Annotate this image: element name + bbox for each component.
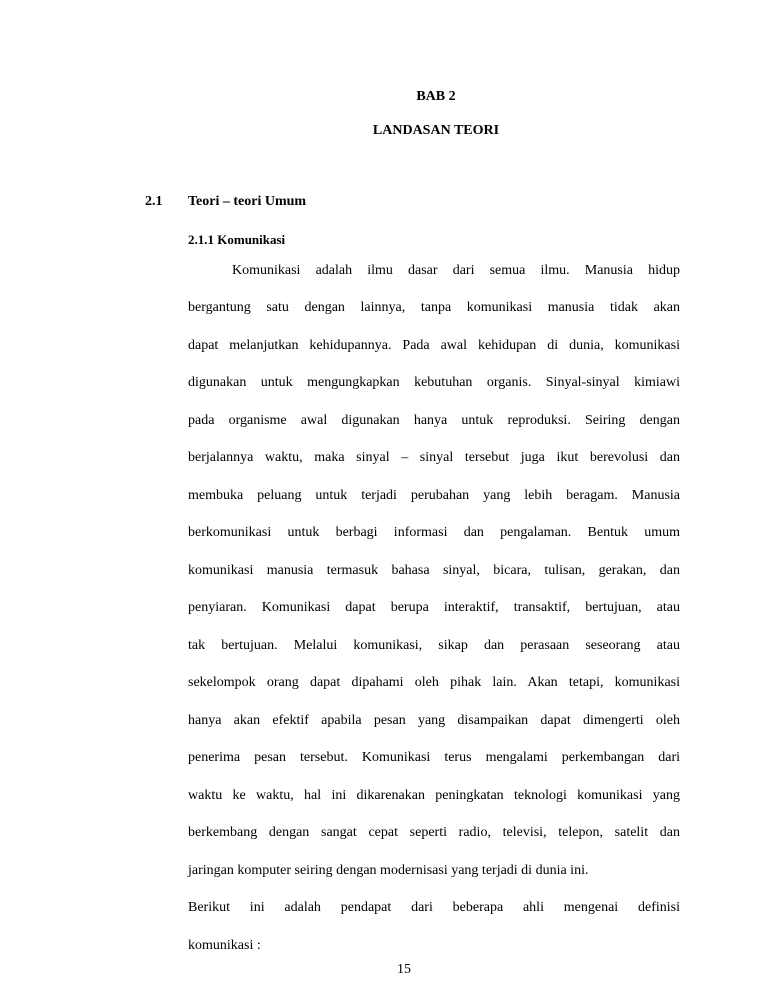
body-line: sekelompok orang dapat dipahami oleh pihak lain. Akan tetapi, komunikasi [188, 675, 680, 690]
body-line: berkembang dengan sangat cepat seperti radio, televisi, telepon, satelit dan [188, 825, 680, 840]
body-line: dapat melanjutkan kehidupannya. Pada awal kehidupan di dunia, komunikasi [188, 338, 680, 353]
body-line: hanya akan efektif apabila pesan yang disampaikan dapat dimengerti oleh [188, 713, 680, 728]
body-line: Berikut ini adalah pendapat dari beberapa ahli mengenai definisi [188, 900, 680, 915]
chapter-title: LANDASAN TEORI [372, 123, 500, 138]
section-title: Teori – teori Umum [188, 194, 307, 209]
body-line: komunikasi : [188, 938, 261, 953]
body-line: komunikasi manusia termasuk bahasa sinyal, bicara, tulisan, gerakan, dan [188, 563, 680, 578]
body-line: digunakan untuk mengungkapkan kebutuhan organis. Sinyal-sinyal kimiawi [188, 375, 680, 390]
chapter-label: BAB 2 [416, 89, 456, 104]
body-line: berjalannya waktu, maka sinyal – sinyal tersebut juga ikut berevolusi dan [188, 450, 680, 465]
body-line: tak bertujuan. Melalui komunikasi, sikap dan perasaan seseorang atau [188, 638, 680, 653]
body-line: membuka peluang untuk terjadi perubahan yang lebih beragam. Manusia [188, 488, 680, 503]
body-line: berkomunikasi untuk berbagi informasi dan pengalaman. Bentuk umum [188, 525, 680, 540]
page-number: 15 [397, 962, 411, 977]
body-line: penyiaran. Komunikasi dapat berupa interaktif, transaktif, bertujuan, atau [188, 600, 680, 615]
body-line: pada organisme awal digunakan hanya untuk reproduksi. Seiring dengan [188, 413, 680, 428]
body-line: penerima pesan tersebut. Komunikasi terus mengalami perkembangan dari [188, 750, 680, 765]
body-line: waktu ke waktu, hal ini dikarenakan peningkatan teknologi komunikasi yang [188, 788, 680, 803]
body-line: Komunikasi adalah ilmu dasar dari semua ilmu. Manusia hidup [232, 263, 680, 278]
subsection-title: 2.1.1 Komunikasi [188, 232, 286, 247]
body-line: bergantung satu dengan lainnya, tanpa komunikasi manusia tidak akan [188, 300, 680, 315]
body-line: jaringan komputer seiring dengan modernisasi yang terjadi di dunia ini. [188, 863, 589, 878]
section-number: 2.1 [145, 194, 163, 209]
